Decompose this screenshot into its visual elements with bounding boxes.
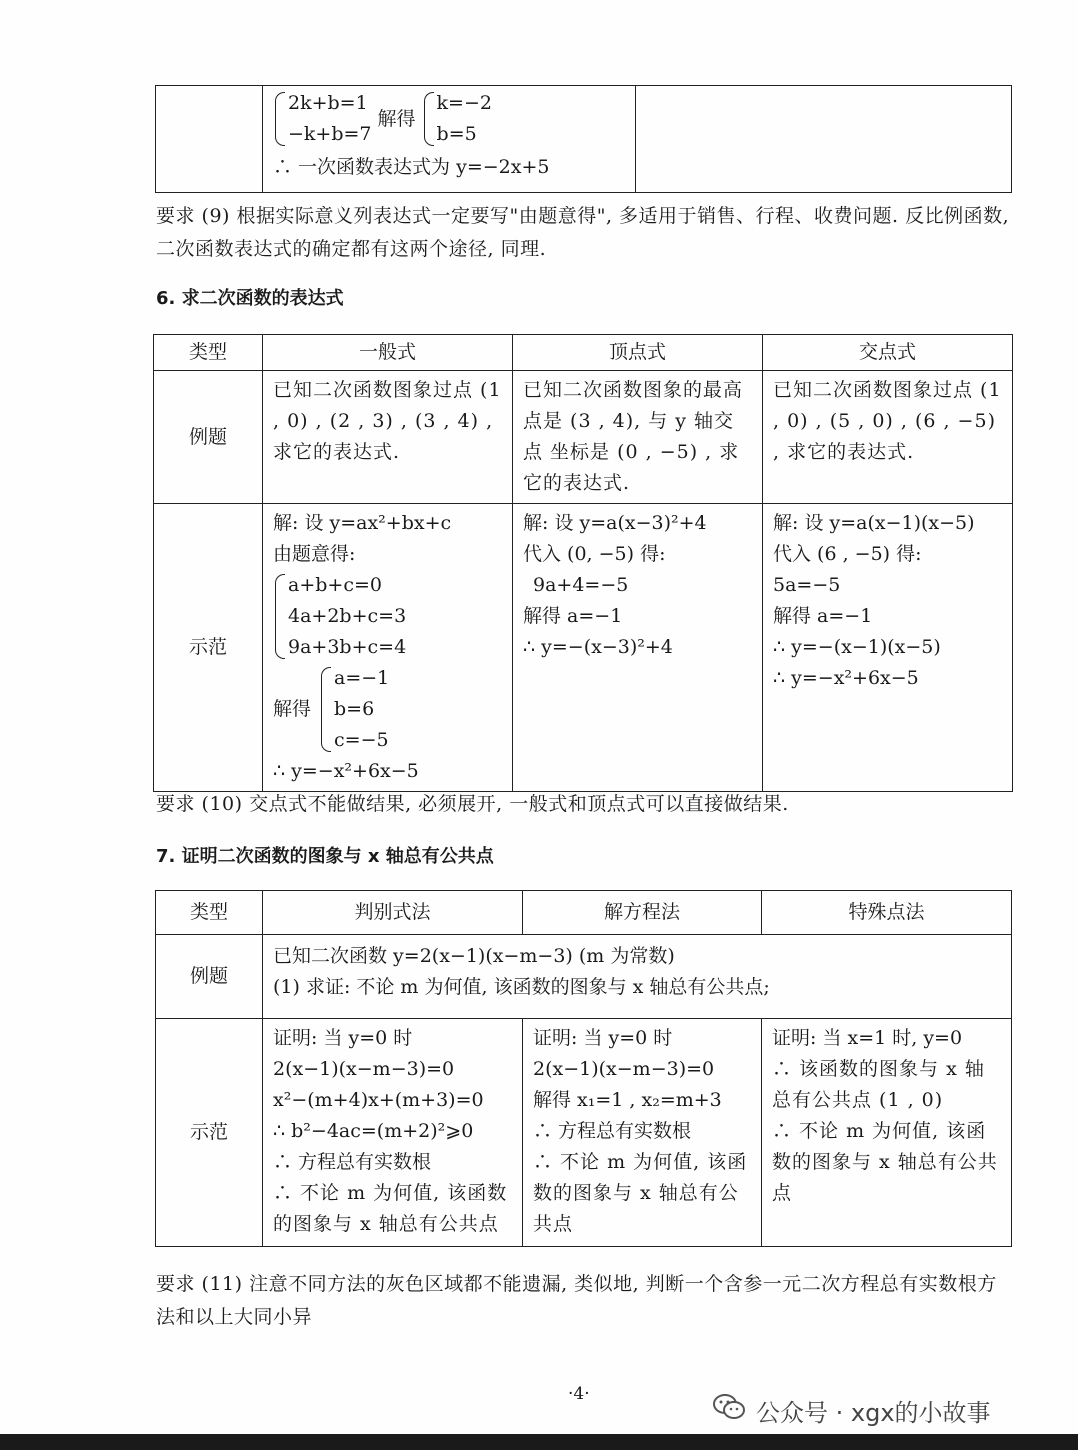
demo-line: 解得 x₁=1 , x₂=m+3 (533, 1089, 722, 1111)
solution-system (319, 663, 389, 756)
demo-line: 解得 a=−1 (523, 605, 623, 627)
demo-line: 解得 a=−1 (773, 605, 873, 627)
top-table-solution-cell (263, 86, 636, 193)
page-number: ·4· (568, 1384, 590, 1404)
header-type: 类型 (156, 891, 263, 935)
section-6-table (153, 334, 1013, 792)
watermark (712, 1392, 991, 1428)
demo-line: 代入 (6 , −5) 得: (773, 543, 922, 565)
demo-line: ∴ 方程总有实数根 (533, 1120, 692, 1142)
row-label-example: 例题 (156, 935, 263, 1019)
equation-line: 2k+b=1 (288, 92, 368, 114)
demo-line: ∴ b²−4ac=(m+2)²⩾0 (273, 1120, 474, 1142)
demo-line: 解: 设 y=a(x−1)(x−5) (773, 512, 975, 534)
header-type: 类型 (154, 335, 263, 371)
demo-line: ∴ 不论 m 为何值, 该函数的图象与 x 轴总有公共点 (273, 1182, 508, 1235)
demo-vertex (513, 504, 763, 792)
demo-line: 证明: 当 x=1 时, y=0 (772, 1027, 963, 1049)
demo-line: ∴ 不论 m 为何值, 该函数的图象与 x 轴总有公共点 (533, 1151, 748, 1235)
example-general: 已知二次函数图象过点 (1 , 0) , (2 , 3) , (3 , 4) , 求它的表达式. (263, 371, 513, 504)
demo-line: ∴ y=−x²+6x−5 (773, 667, 919, 689)
header-general-form: 一般式 (263, 335, 513, 371)
equation-system (273, 88, 372, 150)
solution-system (422, 88, 492, 150)
demo-line: 解: 设 y=ax²+bx+c (273, 512, 452, 534)
requirement-11: 要求 (11) 注意不同方法的灰色区域都不能遗漏, 类似地, 判断一个含参一元二次方程总有实数根方法和以上大同小异 (156, 1273, 997, 1328)
demo-discriminant (263, 1019, 523, 1247)
row-label-demo: 示范 (156, 1019, 263, 1247)
solution-line: c=−5 (334, 729, 389, 751)
bottom-bar (0, 1434, 1078, 1450)
header-special-point: 特殊点法 (762, 891, 1012, 935)
demo-line: ∴ y=−(x−3)²+4 (523, 636, 673, 658)
solution-line: k=−2 (436, 92, 492, 114)
demo-intercept (763, 504, 1013, 792)
demo-line: 解: 设 y=a(x−3)²+4 (523, 512, 707, 534)
equation-line: a+b+c=0 (288, 574, 382, 596)
solve-label: 解得 (377, 107, 416, 130)
wechat-icon (712, 1392, 746, 1428)
header-solve-equation: 解方程法 (523, 891, 762, 935)
row-label-example: 例题 (154, 371, 263, 504)
demo-line: 由题意得: (273, 543, 356, 565)
demo-line: 证明: 当 y=0 时 (533, 1027, 673, 1049)
header-discriminant: 判别式法 (263, 891, 523, 935)
top-table (155, 85, 1012, 193)
demo-line: 5a=−5 (773, 574, 841, 596)
example-vertex: 已知二次函数图象的最高点是 (3 , 4), 与 y 轴交点 坐标是 (0 , −5) , 求它的表达式. (513, 371, 763, 504)
equation-system (273, 570, 502, 663)
demo-line: ∴ 方程总有实数根 (273, 1151, 432, 1173)
demo-line: ∴ 该函数的图象与 x 轴总有公共点 (1 , 0) (772, 1058, 985, 1111)
requirement-10: 要求 (10) 交点式不能做结果, 必须展开, 一般式和顶点式可以直接做结果. (156, 793, 789, 815)
section-7-table (155, 890, 1012, 1247)
solution-line: a=−1 (334, 667, 390, 689)
top-table-label-cell (156, 86, 263, 193)
section-7-title: 7. 证明二次函数的图象与 x 轴总有公共点 (156, 846, 494, 867)
equation-line: −k+b=7 (288, 123, 372, 145)
demo-line: 证明: 当 y=0 时 (273, 1027, 413, 1049)
header-intercept-form: 交点式 (763, 335, 1013, 371)
conclusion-line: ∴ 一次函数表达式为 y=−2x+5 (273, 156, 550, 178)
demo-general (263, 504, 513, 792)
demo-solve-equation (523, 1019, 762, 1247)
solve-label: 解得 (273, 698, 312, 720)
example-line: (1) 求证: 不论 m 为何值, 该函数的图象与 x 轴总有公共点; (273, 976, 770, 998)
watermark-text: 公众号 · xgx的小故事 (756, 1398, 991, 1427)
demo-line: 2(x−1)(x−m−3)=0 (533, 1058, 715, 1080)
demo-line: ∴ y=−x²+6x−5 (273, 760, 419, 782)
header-vertex-form: 顶点式 (513, 335, 763, 371)
demo-line: x²−(m+4)x+(m+3)=0 (273, 1089, 484, 1111)
demo-special-point (762, 1019, 1012, 1247)
demo-line: 2(x−1)(x−m−3)=0 (273, 1058, 455, 1080)
demo-line: 代入 (0, −5) 得: (523, 543, 666, 565)
solution-line: b=5 (436, 123, 477, 145)
solution-line: b=6 (334, 698, 375, 720)
equation-line: 4a+2b+c=3 (288, 605, 407, 627)
example-cell (263, 935, 1012, 1019)
section-6-title: 6. 求二次函数的表达式 (156, 288, 344, 309)
example-line: 已知二次函数 y=2(x−1)(x−m−3) (m 为常数) (273, 945, 675, 967)
row-label-demo: 示范 (154, 504, 263, 792)
equation-line: 9a+3b+c=4 (288, 636, 407, 658)
top-table-empty-cell (636, 86, 1012, 193)
example-intercept: 已知二次函数图象过点 (1 , 0) , (5 , 0) , (6 , −5) , 求它的表达式. (763, 371, 1013, 504)
demo-line: ∴ y=−(x−1)(x−5) (773, 636, 941, 658)
demo-line: ∴ 不论 m 为何值, 该函数的图象与 x 轴总有公共点 (772, 1120, 998, 1204)
demo-line: 9a+4=−5 (533, 574, 629, 596)
requirement-9: 要求 (9) 根据实际意义列表达式一定要写"由题意得", 多适用于销售、行程、收费问题. 反比例函数, 二次函数表达式的确定都有这两个途径, 同理. (156, 205, 1010, 260)
